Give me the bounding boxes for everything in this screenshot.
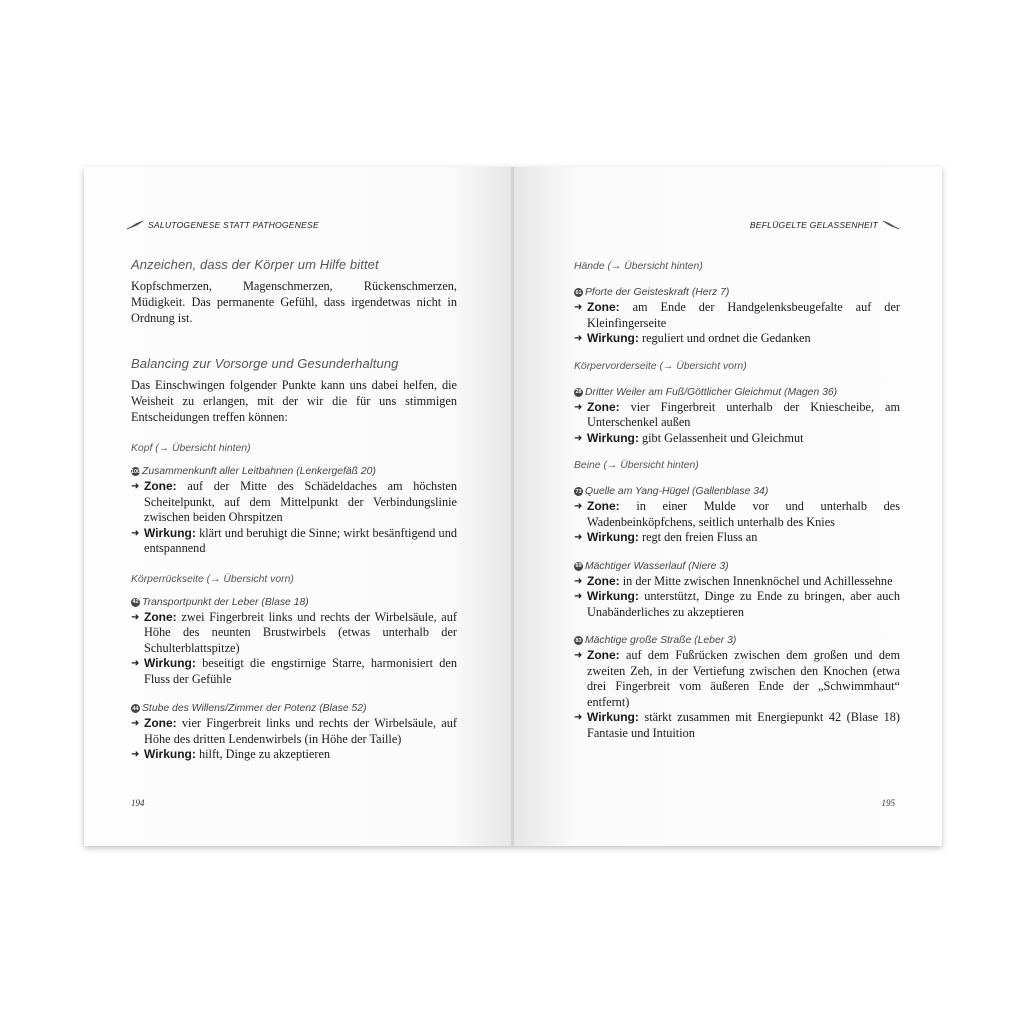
list-item: ➜ Wirkung: regt den freien Fluss an xyxy=(574,530,758,544)
running-head-left-text: SALUTOGENESE STATT PATHOGENESE xyxy=(148,220,319,230)
arrow-right-icon: ➜ xyxy=(131,718,140,729)
subheading: Beine (→ Übersicht hinten) xyxy=(574,460,699,471)
point-title xyxy=(131,701,457,716)
list-item: ➜ Zone: in der Mitte zwischen Innenknöchel und Achillessehne xyxy=(574,573,893,588)
page-number: 194 xyxy=(131,798,145,808)
point-entry xyxy=(574,285,900,347)
point-title-text: Transportpunkt der Leber (Blase 18) xyxy=(142,596,309,608)
running-head-right xyxy=(750,220,900,230)
arrow-right-icon: ➜ xyxy=(574,302,583,313)
list-item: ➜ Wirkung: unterstützt, Dinge zu Ende zu bringen, aber auch Unabänderliches zu akzeptieren xyxy=(574,589,900,619)
point-items xyxy=(131,610,457,688)
point-title xyxy=(131,595,457,610)
arrow-right-icon: ➜ xyxy=(574,591,583,602)
left-content xyxy=(131,257,457,763)
arrow-right-icon: ➜ xyxy=(574,333,583,344)
point-entry xyxy=(574,385,900,447)
running-head-left xyxy=(126,220,319,230)
page-number: 195 xyxy=(881,798,895,808)
feather-icon xyxy=(126,220,144,230)
left-page xyxy=(84,167,512,846)
point-items xyxy=(574,648,900,741)
point-items xyxy=(574,300,900,347)
point-items xyxy=(574,400,900,447)
point-title-text: Quelle am Yang-Hügel (Gallenblase 34) xyxy=(585,486,769,497)
list-item: ➜ Zone: am Ende der Handgelenksbeugefalte auf der Kleinfingerseite xyxy=(574,300,900,330)
numbered-circle-icon: 44 xyxy=(132,705,139,712)
point-title-text: Pforte der Geisteskraft (Herz 7) xyxy=(585,287,730,298)
list-item: ➜ Wirkung: klärt und beruhigt die Sinne; wirkt besänftigend und entspannend xyxy=(131,525,457,555)
point-entry xyxy=(131,701,457,763)
point-title xyxy=(574,484,900,499)
point-title xyxy=(574,285,900,300)
subheading: Kopf (→ Übersicht hinten) xyxy=(131,443,251,454)
point-items xyxy=(131,716,457,763)
numbered-circle-icon: 69 xyxy=(575,563,582,569)
arrow-right-icon: ➜ xyxy=(131,481,140,492)
list-item: ➜ Zone: vier Fingerbreit unterhalb der Kniescheibe, am Unterschenkel außen xyxy=(574,399,901,429)
section-heading: Balancing zur Vorsorge und Gesunderhaltung xyxy=(131,356,399,371)
book-spread xyxy=(84,167,942,846)
point-title-text: Mächtiger Wasserlauf (Niere 3) xyxy=(585,560,729,572)
list-item: ➜ Zone: vier Fingerbreit links und rechts der Wirbelsäule, auf Höhe des dritten Lendenwirbels (in Höhe der Taille) xyxy=(131,716,458,746)
list-item: ➜ Zone: in einer Mulde vor und unterhalb des Wadenbeinköpfchens, seitlich unterhalb des Knies xyxy=(574,499,901,529)
point-title xyxy=(131,464,457,479)
feather-icon xyxy=(882,220,900,230)
numbered-circle-icon: 100 xyxy=(130,468,141,475)
arrow-right-icon: ➜ xyxy=(131,658,140,669)
list-item: ➜ Wirkung: stärkt zusammen mit Energiepunkt 42 (Blase 18) Fantasie und Intuition xyxy=(574,710,900,740)
point-items xyxy=(131,479,457,557)
point-items xyxy=(574,499,900,546)
list-item: ➜ Wirkung: beseitigt die engstirnige Starre, harmonisiert den Fluss der Gefühle xyxy=(131,656,457,686)
point-title-text: Zusammenkunft aller Leitbahnen (Lenkergefäß 20) xyxy=(142,466,376,477)
arrow-right-icon: ➜ xyxy=(131,749,140,760)
point-title-text: Stube des Willens/Zimmer der Potenz (Blase 52) xyxy=(142,703,367,714)
point-entry xyxy=(574,633,900,741)
point-title-text: Dritter Weiler am Fuß/Göttlicher Gleichmut (Magen 36) xyxy=(585,386,838,398)
arrow-right-icon: ➜ xyxy=(574,532,583,543)
point-entry xyxy=(574,559,900,621)
point-items xyxy=(574,574,900,621)
right-page xyxy=(514,167,942,846)
point-entry xyxy=(574,484,900,546)
point-title-text: Mächtige große Straße (Leber 3) xyxy=(585,635,737,646)
numbered-circle-icon: 42 xyxy=(132,599,139,605)
point-title xyxy=(574,559,900,574)
numbered-circle-icon: 61 xyxy=(575,289,582,296)
numbered-circle-icon: 83 xyxy=(575,637,582,644)
arrow-right-icon: ➜ xyxy=(131,611,140,623)
point-title xyxy=(574,633,900,648)
numbered-circle-icon: 73 xyxy=(575,488,582,495)
paragraph: Kopfschmerzen, Magenschmerzen, Rückenschmerzen, Müdigkeit. Das permanente Gefühl, dass irgendetwas nicht in Ordnung ist. xyxy=(131,279,457,325)
arrow-right-icon: ➜ xyxy=(574,432,583,444)
arrow-right-icon: ➜ xyxy=(131,527,140,539)
subheading: Hände (→ Übersicht hinten) xyxy=(574,261,703,272)
point-entry xyxy=(131,595,457,688)
list-item: ➜ Zone: auf dem Fußrücken zwischen dem großen und dem zweiten Zeh, in der Vertiefung zwischen den Knochen (etwa drei Fingerbreit vom äußeren Ende der „Schwimmhaut“ entfernt) xyxy=(574,648,901,709)
point-entry xyxy=(131,464,457,557)
arrow-right-icon: ➜ xyxy=(574,712,583,723)
arrow-right-icon: ➜ xyxy=(574,401,583,413)
list-item: ➜ Zone: auf der Mitte des Schädeldaches am höchsten Scheitelpunkt, auf dem Mittelpunkt der Verbindungslinie zwischen beiden Ohrspitzen xyxy=(131,479,458,524)
arrow-right-icon: ➜ xyxy=(574,650,583,661)
section-heading: Anzeichen, dass der Körper um Hilfe bittet xyxy=(131,257,379,272)
point-title xyxy=(574,385,900,400)
paragraph: Das Einschwingen folgender Punkte kann uns dabei helfen, die Weisheit zu erlangen, mit der wir die für uns stimmigen Entscheidungen treffen können: xyxy=(131,378,457,424)
list-item: ➜ Wirkung: gibt Gelassenheit und Gleichmut xyxy=(574,430,804,445)
right-content xyxy=(574,261,900,741)
arrow-right-icon: ➜ xyxy=(574,501,583,512)
numbered-circle-icon: 28 xyxy=(575,389,582,395)
running-head-right-text: BEFLÜGELTE GELASSENHEIT xyxy=(749,220,878,230)
list-item: ➜ Wirkung: reguliert und ordnet die Gedanken xyxy=(574,331,811,345)
subheading: Körperrückseite (→ Übersicht vorn) xyxy=(131,573,294,585)
subheading: Körpervorderseite (→ Übersicht vorn) xyxy=(574,360,747,372)
list-item: ➜ Wirkung: hilft, Dinge zu akzeptieren xyxy=(131,747,331,761)
arrow-right-icon: ➜ xyxy=(574,575,583,587)
list-item: ➜ Zone: zwei Fingerbreit links und rechts der Wirbelsäule, auf Höhe des neunten Brustwirbels (etwas unterhalb der Schulterblattspitze) xyxy=(131,609,457,655)
